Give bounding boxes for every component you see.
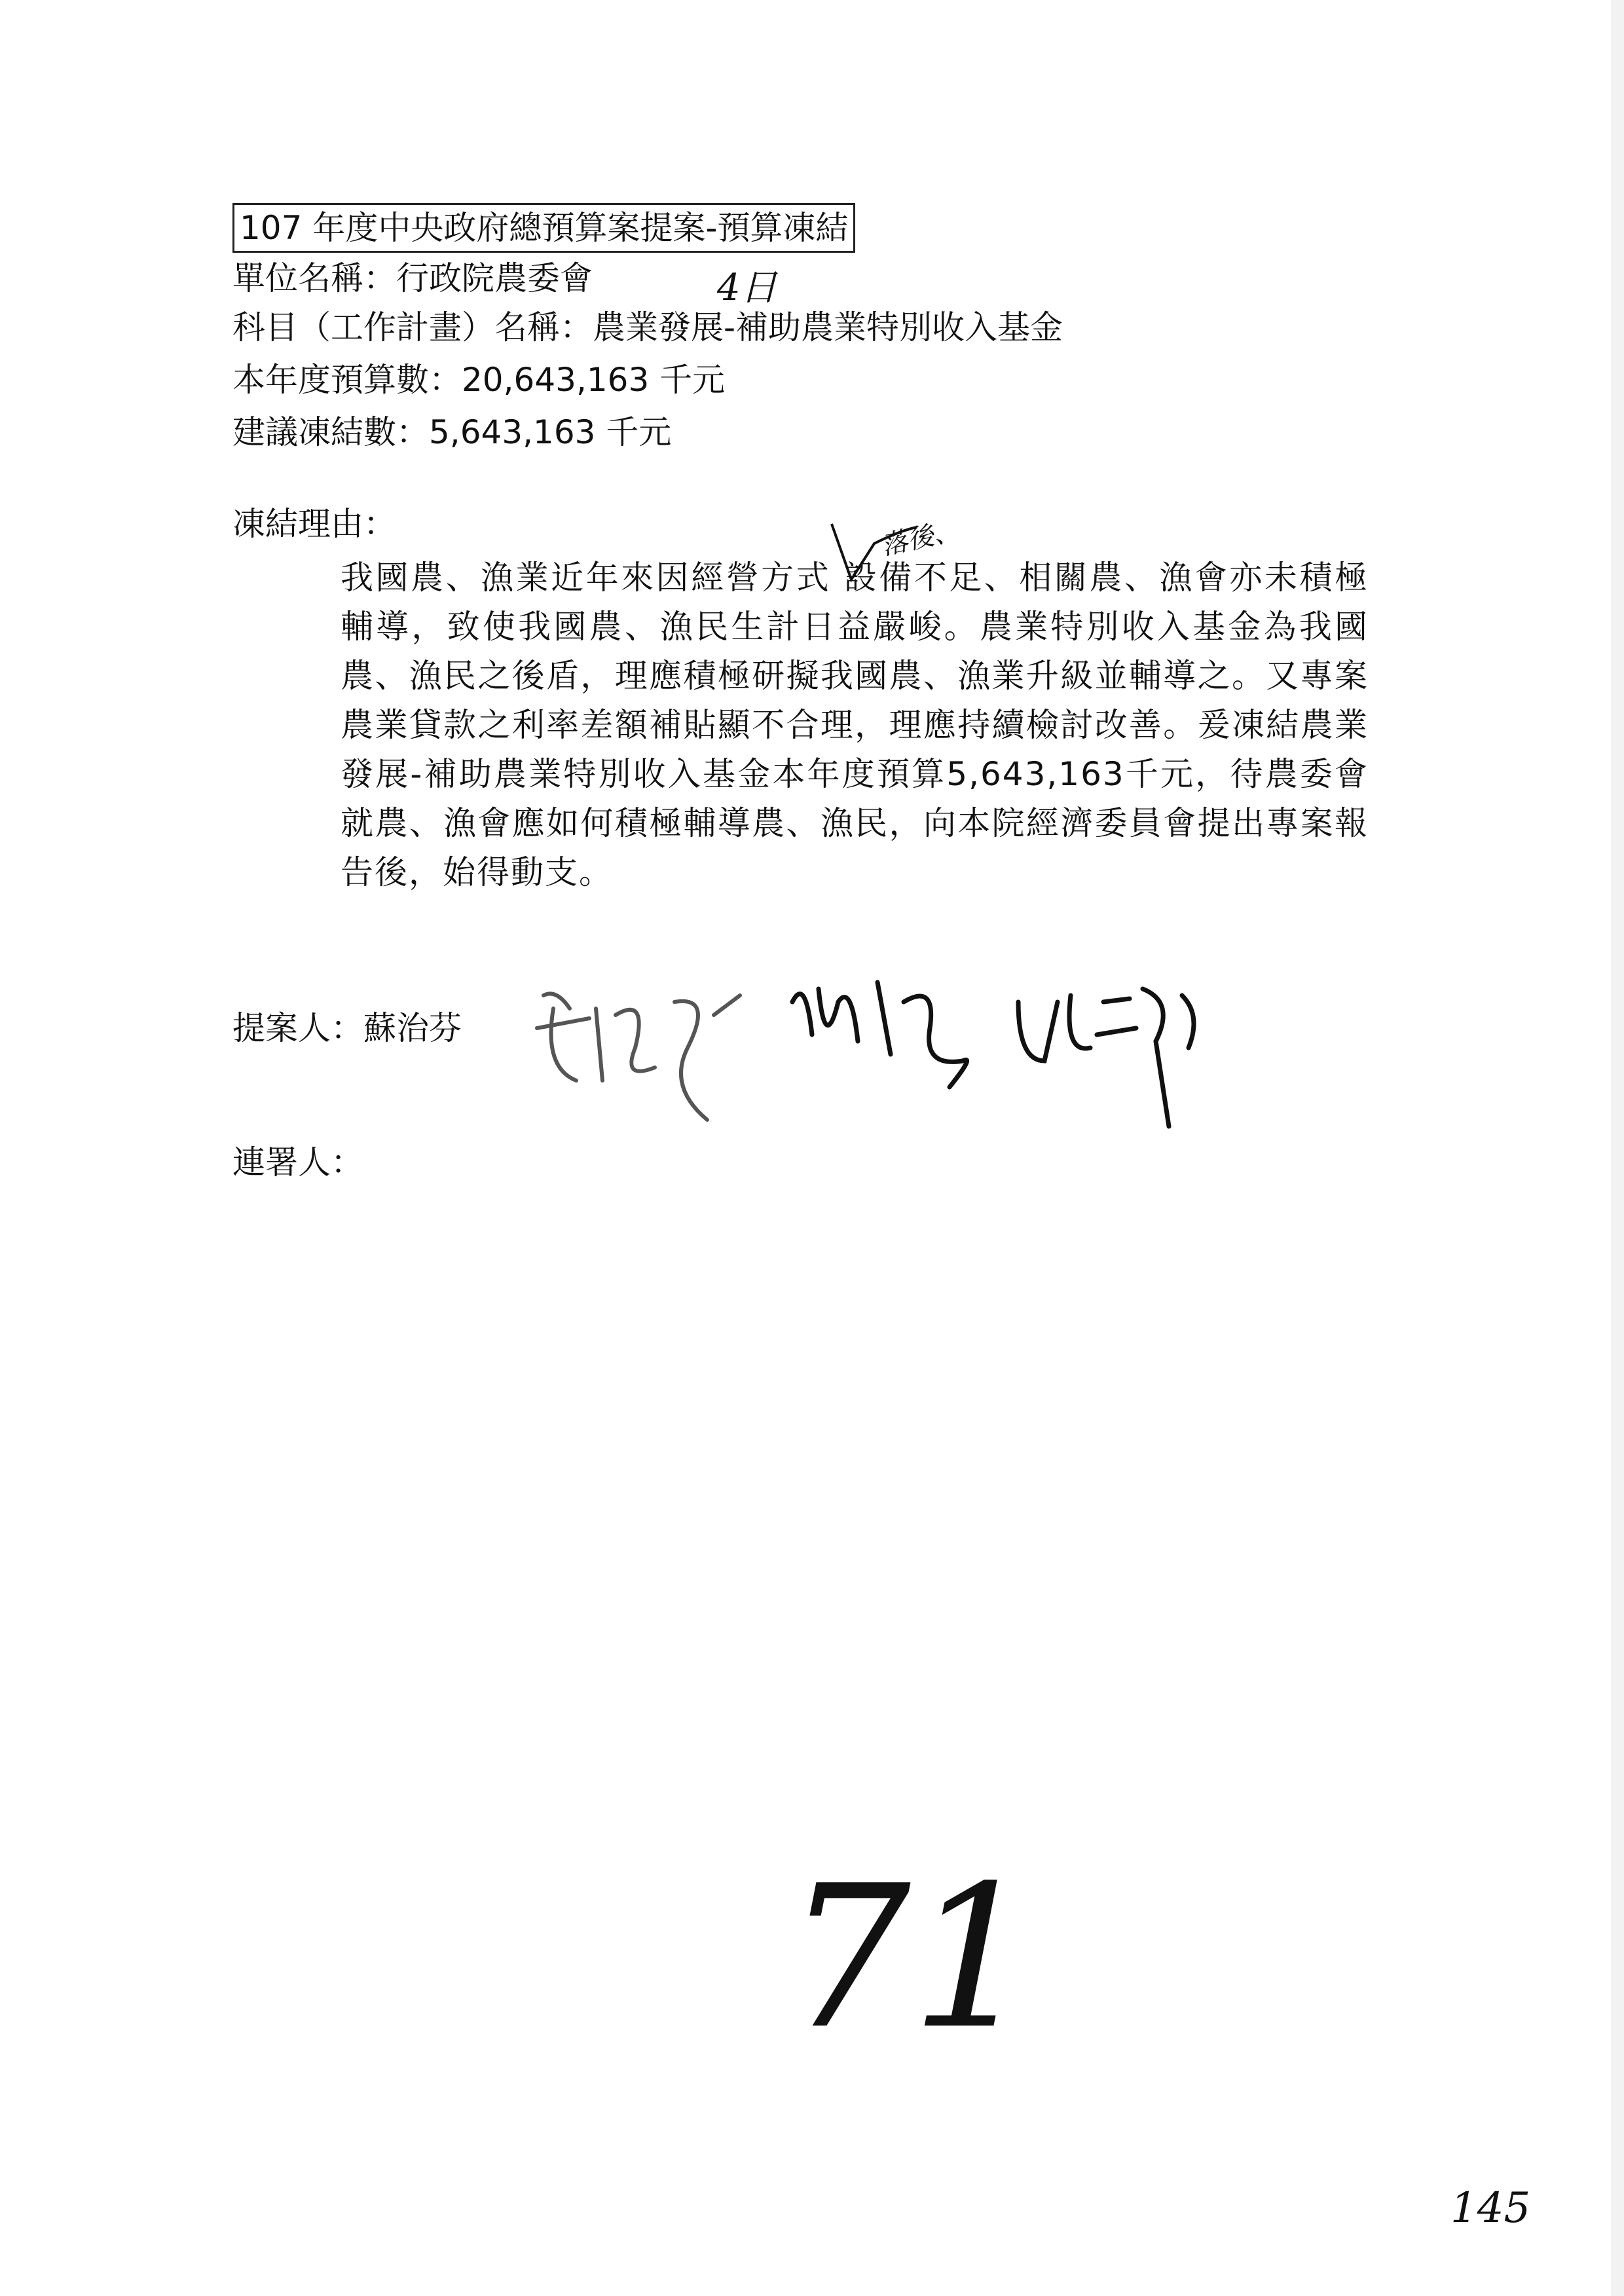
proposal-title: 107 年度中央政府總預算案提案-預算凍結	[232, 203, 855, 253]
annual-budget: 本年度預算數：20,643,163 千元	[232, 361, 726, 399]
reason-body: 我國農、漁業近年來因經營方式 設備不足、相關農、漁會亦未積極輔導，致使我國農、漁民生計日益嚴峻。農業特別收入基金為我國農、漁民之後盾，理應積極研擬我國農、漁業升級並輔導之。又專案農業貸款之利率差額補貼顯不合理，理應持續檢討改善。爰凍結農業發展-補助農業特別收入基金本年度預算5,643,163千元，待農委會就農、漁會應如何積極輔導農、漁民，向本院經濟委員會提出專案報告後，始得動支。	[341, 559, 1369, 891]
signature-proposer	[517, 969, 766, 1166]
unit-name: 單位名稱：行政院農委會	[232, 259, 593, 297]
reason-label: 凍結理由：	[232, 505, 396, 543]
proposal-title-line	[232, 203, 855, 253]
handwritten-date-note: 4日	[717, 267, 777, 309]
handwritten-insertion: 落後、	[879, 515, 963, 561]
insertion-caret-mark	[828, 517, 920, 589]
handwritten-large-number: 71	[786, 1843, 1036, 2072]
handwritten-page-number: 145	[1450, 2184, 1531, 2232]
signature-cosigner-2	[1005, 963, 1221, 1133]
proposer-label: 提案人：蘇治芬	[232, 1009, 462, 1047]
scan-edge	[1611, 0, 1624, 2296]
subject-name: 科目（工作計畫）名稱：農業發展-補助農業特別收入基金	[232, 308, 1063, 346]
cosigner-label: 連署人：	[232, 1143, 363, 1181]
freeze-amount: 建議凍結數：5,643,163 千元	[232, 413, 672, 451]
signature-cosigner-1	[779, 963, 995, 1107]
